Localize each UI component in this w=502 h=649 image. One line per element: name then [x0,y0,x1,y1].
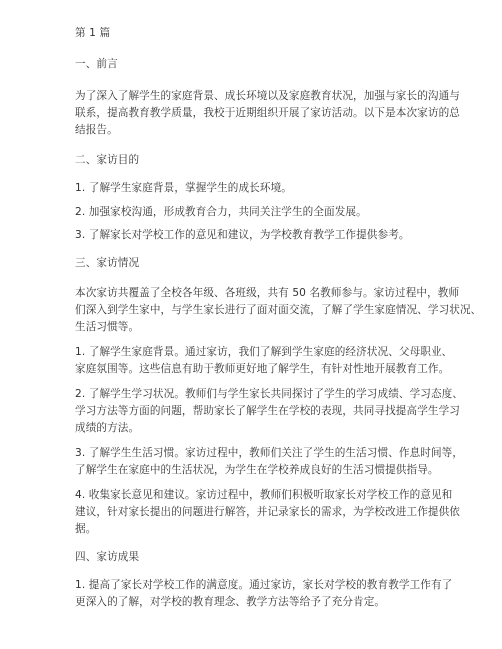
section-heading: 四、家访成果 [75,551,140,563]
list-item: 1. 了解学生家庭背景。通过家访，我们了解到学生家庭的经济状况、父母职业、 [75,346,453,358]
list-item: 3. 了解家长对学校工作的意见和建议，为学校教育教学工作提供参考。 [75,229,410,241]
list-item-continued: 家庭氛围等。这些信息有助于教师更好地了解学生，有针对性地开展教育工作。 [75,363,450,375]
section-heading: 三、家访情况 [75,257,140,269]
paragraph-line: 结报告。 [75,124,118,136]
paragraph-line: 本次家访共覆盖了全校各年级、各班级，共有 50 名教师参与。家访过程中，教师 [75,287,460,299]
section-heading: 二、家访目的 [75,154,140,166]
list-item-continued: 学习方法等方面的问题，帮助家长了解学生在学校的表现，共同寻找提高学生学习 [75,405,460,417]
list-item: 2. 加强家校沟通，形成教育合力，共同关注学生的全面发展。 [75,206,367,218]
list-item: 1. 提高了家长对学校工作的满意度。通过家访，家长对学校的教育教学工作有了 [75,579,453,591]
list-item: 2. 了解学生学习状况。教师们与学生家长共同探讨了学生的学习成绩、学习态度、 [75,388,464,400]
section-heading: 一、前言 [75,58,118,70]
list-item-continued: 成绩的方法。 [75,422,140,434]
list-item-continued: 更深入的了解，对学校的教育理念、教学方法等给予了充分肯定。 [75,596,386,608]
list-item-continued: 了解学生在家庭中的生活状况，为学生在学校养成良好的生活习惯提供指导。 [75,464,439,476]
paragraph-line: 生活习惯等。 [75,321,140,333]
paragraph-line: 联系，提高教育教学质量，我校于近期组织开展了家访活动。以下是本次家访的总 [75,107,460,119]
page-heading: 第 1 篇 [75,27,111,39]
list-item-continued: 建议，针对家长提出的问题进行解答，并记录家长的需求，为学校改进工作提供依 [75,506,460,518]
paragraph-line: 们深入到学生家中，与学生家长进行了面对面交流，了解了学生家庭情况、学习状况、 [75,304,482,316]
list-item: 3. 了解学生生活习惯。家访过程中，教师们关注了学生的生活习惯、作息时间等， [75,447,464,459]
list-item-continued: 据。 [75,523,97,535]
paragraph-line: 为了深入了解学生的家庭背景、成长环境以及家庭教育状况，加强与家长的沟通与 [75,90,460,102]
list-item: 1. 了解学生家庭背景，掌握学生的成长环境。 [75,182,292,194]
list-item: 4. 收集家长意见和建议。家访过程中，教师们积极听取家长对学校工作的意见和 [75,489,453,501]
